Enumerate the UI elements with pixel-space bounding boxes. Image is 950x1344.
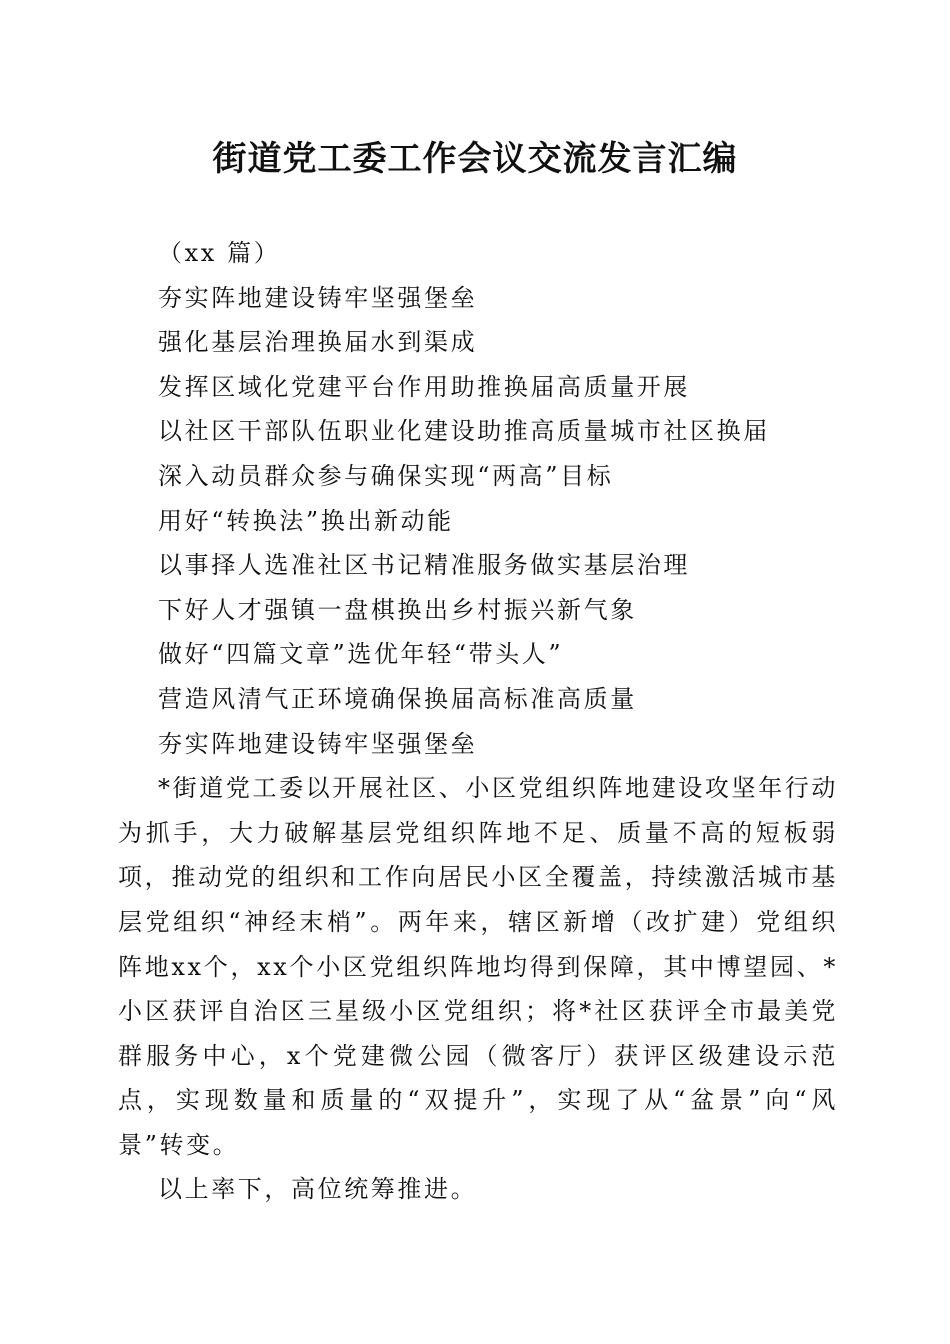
toc-item: 深入动员群众参与确保实现“两高”目标: [158, 461, 614, 490]
document-title: 街道党工委工作会议交流发言汇编: [212, 139, 738, 179]
toc-item: （xx 篇）: [158, 239, 281, 267]
toc-item: 营造风清气正环境确保换届高标准高质量: [158, 684, 637, 713]
section-heading: 夯实阵地建设铸牢坚强堡垒: [158, 729, 478, 758]
document-body: [118, 231, 838, 1212]
toc-item: 强化基层治理换届水到渠成: [158, 328, 478, 357]
toc-item: 以社区干部队伍职业化建设助推高质量城市社区换届: [158, 417, 770, 446]
toc-item: 做好“四篇文章”选优年轻“带头人”: [158, 640, 564, 669]
toc-item: 发挥区域化党建平台作用助推换届高质量开展: [158, 372, 690, 401]
body-paragraph: *街道党工委以开展社区、小区党组织阵地建设攻坚年行动为抓手，大力破解基层党组织阵地不足、质量不高的短板弱项，推动党的组织和工作向居民小区全覆盖，持续激活城市基层党组织“神经末梢”。两年来，辖区新增（改扩建）党组织阵地xx个，xx个小区党组织阵地均得到保障，其中博望园、*小区获评自治区三星级小区党组织；将*社区获评全市最美党群服务中心，x个党建微公园（微客厅）获评区级建设示范点，实现数量和质量的“双提升”，实现了从“盆景”向“风景”转变。: [118, 774, 838, 1159]
body-paragraph: 以上率下，高位统筹推进。: [158, 1175, 478, 1204]
toc-item: 下好人才强镇一盘棋换出乡村振兴新气象: [158, 595, 637, 624]
toc-item: 用好“转换法”换出新动能: [158, 506, 454, 535]
toc-item: 夯实阵地建设铸牢坚强堡垒: [158, 283, 478, 312]
toc-item: 以事择人选准社区书记精准服务做实基层治理: [158, 551, 690, 580]
